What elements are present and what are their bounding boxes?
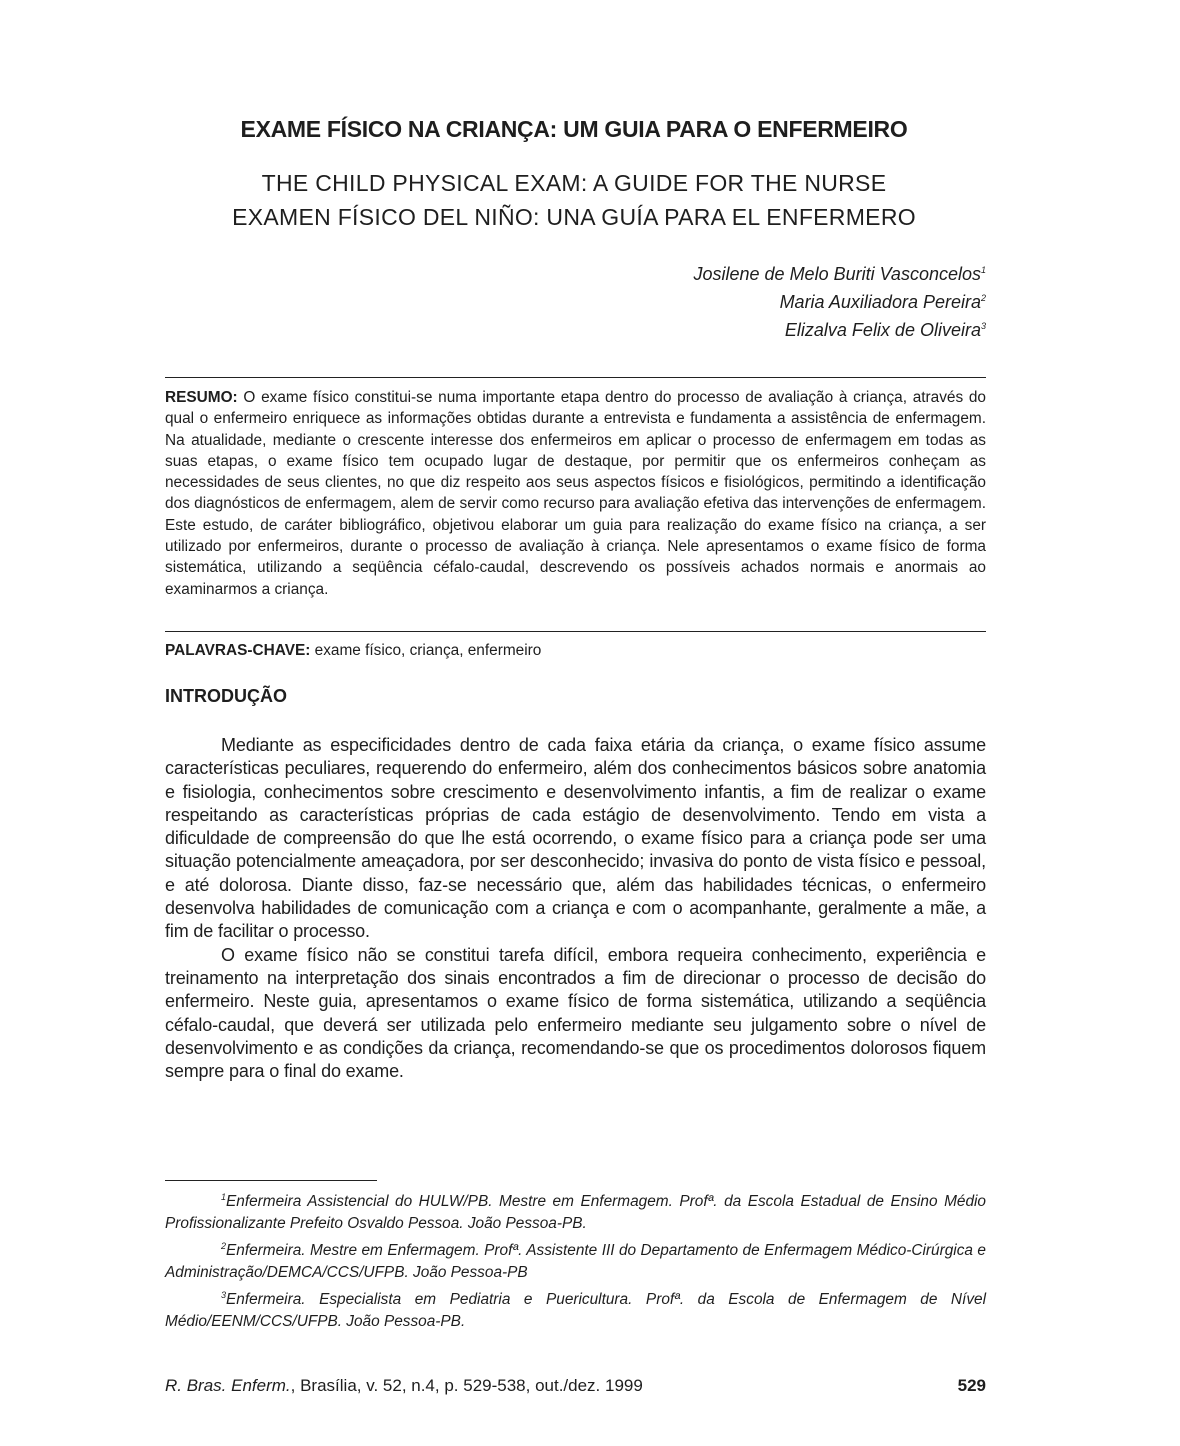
journal-name: R. Bras. Enferm. <box>165 1376 291 1395</box>
footnote-mark: 3 <box>221 1290 227 1301</box>
footnote-mark: 1 <box>221 1192 227 1202</box>
subtitle-spanish: EXAMEN FÍSICO DEL NIÑO: UNA GUÍA PARA EL ENFERMERO <box>232 204 916 230</box>
abstract-text: O exame físico constitui-se numa importante etapa dentro do processo de avaliação à criança, através do qual o enfermeiro enriquece as informações obtidas durante a entrevista e fundamenta a assistência de enfermagem. Na atualidade, mediante o crescente interesse dos enfermeiros em aplicar o processo de enfermagem em todas as suas etapas, o exame físico tem ocupado lugar de destaque, por permitir que os enfermeiros conheçam as necessidades de seus clientes, no que diz respeito aos seus aspectos físicos e fisiológicos, permitindo a identificação dos diagnósticos de enfermagem, alem de servir como recurso para avaliação efetiva das intervenções de enfermagem. Este estudo, de caráter bibliográfico, objetivou elaborar um guia para realização do exame físico na criança, a ser utilizado por enfermeiros, durante o processo de avaliação à criança. Nele apresentamos o exame físico de forma sistemática, utilizando a seqüência céfalo-caudal, descrevendo os possíveis achados normais e anormais ao examinarmos a criança. <box>165 389 986 598</box>
author: Elizalva Felix de Oliveira$^3$ <box>784 320 986 340</box>
footnote: $^3$Enfermeira. Especialista em Pediatria e Puericultura. Profª. da Escola de Enfermagem de Nível Médio/EENM/CCS/UFPB. João Pessoa-PB. <box>165 1290 986 1331</box>
author-footnote-mark: 3 <box>980 321 986 331</box>
author-footnote-mark: 1 <box>980 265 986 275</box>
keywords <box>165 642 986 660</box>
footnotes <box>165 1186 986 1333</box>
author-list <box>694 258 987 342</box>
page-title: EXAME FÍSICO NA CRIANÇA: UM GUIA PARA O ENFERMEIRO <box>240 116 908 142</box>
body-paragraph: O exame físico não se constitui tarefa difícil, embora requeira conhecimento, experiência e treinamento na interpretação dos sinais encontrados a fim de direcionar o processo de decisão do enfermeiro. Neste guia, apresentamos o exame físico de forma sistemática, utilizando a seqüência céfalo-caudal, que deverá ser utilizada pelo enfermeiro mediante seu julgamento sobre o nível de desenvolvimento e as condições da criança, recomendando-se que os procedimentos dolorosos fiquem sempre para o final do exame. <box>165 944 986 1082</box>
citation-details: , Brasília, v. 52, n.4, p. 529-538, out./dez. 1999 <box>290 1376 643 1395</box>
author-footnote-mark: 2 <box>980 293 986 303</box>
footnote: $^2$Enfermeira. Mestre em Enfermagem. Profª. Assistente III do Departamento de Enfermagem Médico-Cirúrgica e Administração/DEMCA/CCS/UFPB. João Pessoa-PB <box>165 1241 986 1282</box>
subtitle-english: THE CHILD PHYSICAL EXAM: A GUIDE FOR THE NURSE <box>261 170 887 196</box>
footnote: $^1$Enfermeira Assistencial do HULW/PB. Mestre em Enfermagem. Profª. da Escola Estadual de Ensino Médio Profissionalizante Prefeito Osvaldo Pessoa. João Pessoa-PB. <box>165 1192 986 1233</box>
author: Maria Auxiliadora Pereira$^2$ <box>779 292 986 312</box>
author: Josilene de Melo Buriti Vasconcelos$^1$ <box>693 264 986 284</box>
page-number: 529 <box>957 1376 986 1395</box>
footnote-mark: 2 <box>221 1241 227 1252</box>
abstract-label: RESUMO: <box>165 389 238 406</box>
abstract-top-rule <box>165 377 986 378</box>
footnote-separator <box>165 1180 377 1181</box>
body-paragraph: Mediante as especificidades dentro de cada faixa etária da criança, o exame físico assume características peculiares, requerendo do enfermeiro, além dos conhecimentos básicos sobre anatomia e fisiologia, conhecimentos sobre crescimento e desenvolvimento infantis, a fim de realizar o exame respeitando as características próprias de cada estágio de desenvolvimento. Tendo em vista a dificuldade de compreensão do que lhe está ocorrendo, o exame físico para a criança pode ser uma situação potencialmente ameaçadora, por ser desconhecido; invasiva do ponto de vista físico e pessoal, e até dolorosa. Diante disso, faz-se necessário que, além das habilidades técnicas, o enfermeiro desenvolva habilidades de comunicação com a criança e com o acompanhante, geralmente a mãe, a fim de facilitar o processo. <box>165 735 986 942</box>
abstract <box>165 387 986 600</box>
footer-citation <box>165 1376 643 1396</box>
section-heading-introduction: INTRODUÇÃO <box>165 686 287 706</box>
keywords-text: exame físico, criança, enfermeiro <box>314 642 542 659</box>
keywords-label: PALAVRAS-CHAVE: <box>165 642 311 659</box>
introduction-body <box>165 734 986 1083</box>
abstract-bottom-rule <box>165 631 986 632</box>
